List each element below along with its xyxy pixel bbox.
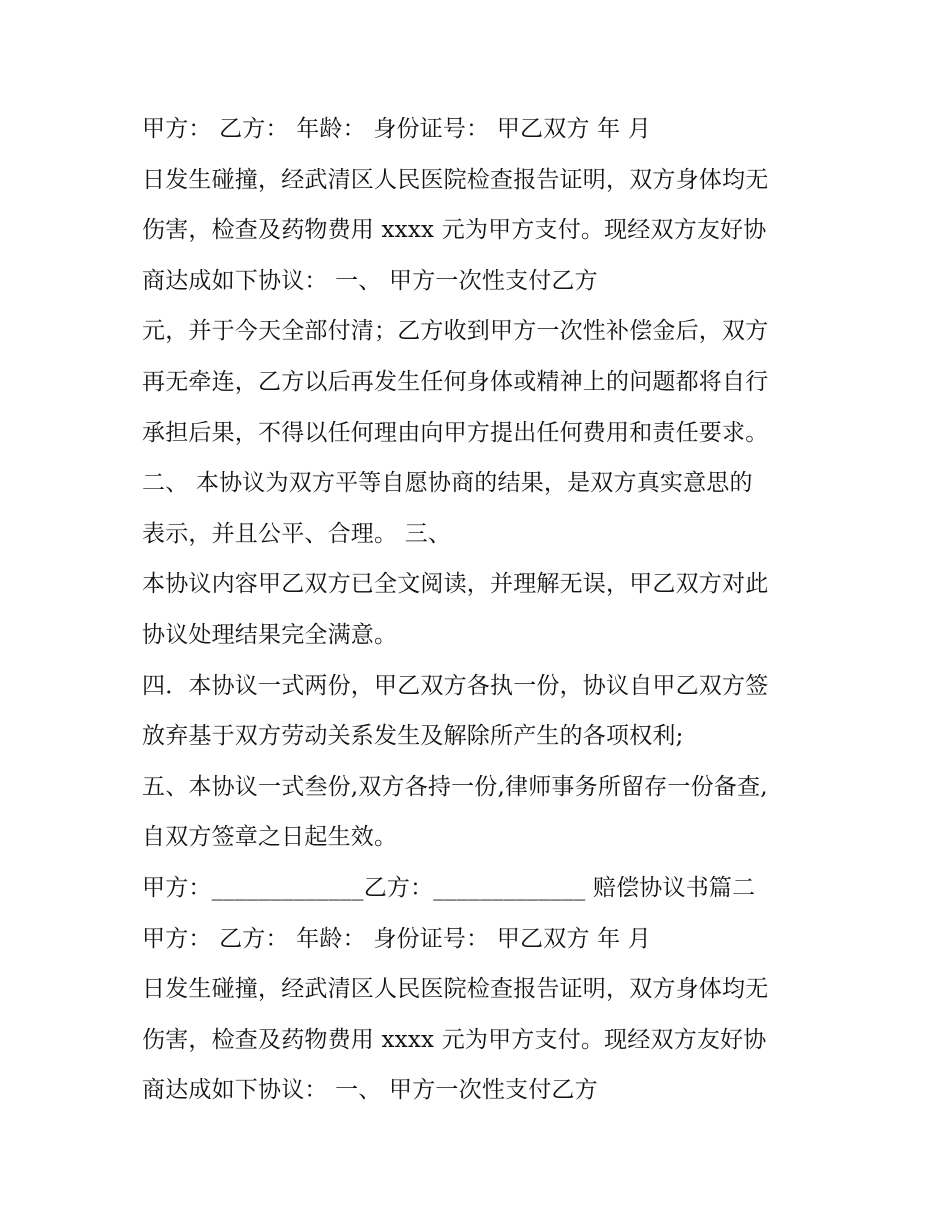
text-line: 商达成如下协议： 一、 甲方一次性支付乙方 (142, 267, 598, 294)
text-line: 表示，并且公平、合理。 三、 (142, 520, 452, 547)
text-line: 日发生碰撞，经武清区人民医院检查报告证明，双方身体均无 (142, 166, 769, 193)
document-body (142, 104, 842, 1116)
text-line: 二、 本协议为双方平等自愿协商的结果，是双方真实意思的 (142, 470, 753, 497)
text-line: 伤害，检查及药物费用 xxxx 元为甲方支付。现经双方友好协 (142, 1026, 767, 1053)
text-line: 日发生碰撞，经武清区人民医院检查报告证明，双方身体均无 (142, 976, 769, 1003)
signature-line: 甲方：_____________乙方：_____________ 赔偿协议书篇二 (142, 874, 756, 901)
text-line: 再无牵连，乙方以后再发生任何身体或精神上的问题都将自行 (142, 368, 769, 395)
text-line: 伤害，检查及药物费用 xxxx 元为甲方支付。现经双方友好协 (142, 217, 767, 244)
text-line: 放弃基于双方劳动关系发生及解除所产生的各项权利; (142, 723, 684, 750)
text-line: 承担后果，不得以任何理由向甲方提出任何费用和责任要求。 (142, 419, 769, 446)
text-line: 本协议内容甲乙双方已全文阅读，并理解无误，甲乙双方对此 (142, 571, 769, 598)
text-line: 元，并于今天全部付清；乙方收到甲方一次性补偿金后，双方 (142, 318, 769, 345)
text-line: 五、本协议一式叁份,双方各持一份,律师事务所留存一份备查, (142, 773, 768, 800)
text-line: 商达成如下协议： 一、 甲方一次性支付乙方 (142, 1077, 598, 1104)
text-line: 四．本协议一式两份，甲乙双方各执一份，协议自甲乙双方签 (142, 672, 769, 699)
text-line: 甲方： 乙方： 年龄： 身份证号： 甲乙双方 年 月 (142, 925, 652, 952)
text-line: 协议处理结果完全满意。 (142, 621, 398, 648)
text-line: 甲方： 乙方： 年龄： 身份证号： 甲乙双方 年 月 (142, 116, 652, 142)
text-line: 自双方签章之日起生效。 (142, 824, 398, 851)
